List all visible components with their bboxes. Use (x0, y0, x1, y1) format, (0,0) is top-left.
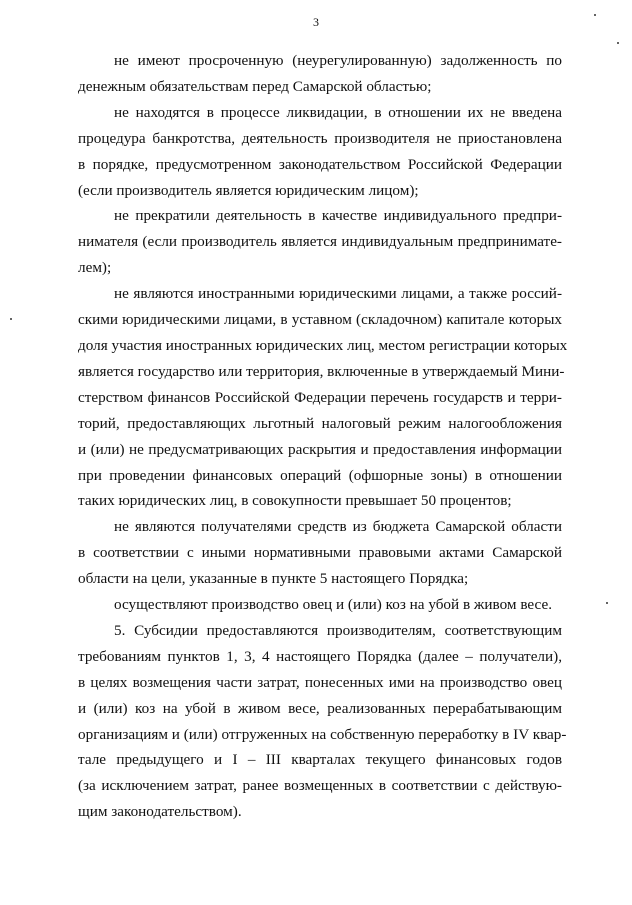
paragraph-line: в целях возмещения части затрат, понесенных ими на производство овец (78, 673, 562, 691)
paragraph-budget-recipients (78, 514, 562, 592)
paragraph-foreign-entities (78, 281, 568, 514)
scan-speck (10, 318, 12, 320)
paragraph-line: требованиям пунктов 1, 3, 4 настоящего Порядка (далее – получатели), (78, 647, 562, 665)
scan-speck (594, 14, 596, 16)
scan-speck (617, 42, 619, 44)
paragraph-line: области на цели, указанные в пункте 5 настоящего Порядка; (78, 570, 469, 588)
paragraph-line: нимателя (если производитель является индивидуальным предпринимате- (78, 233, 562, 251)
paragraph-production (78, 592, 562, 618)
paragraph-line: не являются получателями средств из бюджета Самарской области (114, 518, 562, 536)
paragraph-line: при проведении финансовых операций (офшорные зоны) в отношении (78, 466, 562, 484)
paragraph-entrepreneur-status (78, 203, 562, 281)
paragraph-line: в порядке, предусмотренном законодательством Российской Федерации (78, 155, 562, 173)
paragraph-line: 5. Субсидии предоставляются производителям, соответствующим (114, 621, 562, 639)
paragraph-line: не находятся в процессе ликвидации, в отношении их не введена (114, 103, 562, 121)
paragraph-line: в соответствии с иными нормативными правовыми актами Самарской (78, 544, 562, 562)
paragraph-line: организациям и (или) отгруженных на собственную переработку в IV квар- (78, 725, 567, 743)
scan-speck (606, 602, 608, 604)
paragraph-line: и (или) коз на убой в живом весе, реализованных перерабатывающим (78, 699, 562, 717)
paragraph-line: осуществляют производство овец и (или) коз на убой в живом весе. (114, 596, 552, 614)
paragraph-line: таких юридических лиц, в совокупности превышает 50 процентов; (78, 492, 512, 510)
paragraph-liquidation-status (78, 100, 562, 204)
paragraph-debt-status (78, 48, 562, 100)
paragraph-clause-5 (78, 618, 567, 825)
paragraph-line: денежным обязательствам перед Самарской областью; (78, 77, 432, 95)
paragraph-line: доля участия иностранных юридических лиц, местом регистрации которых (78, 336, 568, 354)
paragraph-line: не являются иностранными юридическими лицами, а также россий- (114, 285, 562, 303)
document-body (78, 48, 568, 825)
paragraph-line: лем); (78, 259, 112, 277)
paragraph-line: (если производитель является юридическим лицом); (78, 181, 419, 199)
paragraph-line: является государство или территория, включенные в утверждаемый Мини- (78, 362, 565, 380)
paragraph-line: (за исключением затрат, ранее возмещенных в соответствии с действую- (78, 777, 562, 795)
page-number: 3 (313, 15, 319, 29)
paragraph-line: не прекратили деятельность в качестве индивидуального предпри- (114, 207, 562, 225)
paragraph-line: и (или) не предусматривающих раскрытия и предоставления информации (78, 440, 562, 458)
paragraph-line: тале предыдущего и I – III кварталах текущего финансовых годов (78, 751, 562, 769)
paragraph-line: стерством финансов Российской Федерации перечень государств и терри- (78, 388, 562, 406)
paragraph-line: щим законодательством). (78, 803, 242, 821)
paragraph-line: процедура банкротства, деятельность производителя не приостановлена (78, 129, 562, 147)
paragraph-line: торий, предоставляющих льготный налоговый режим налогообложения (78, 414, 562, 432)
paragraph-line: не имеют просроченную (неурегулированную) задолженность по (114, 52, 562, 69)
paragraph-line: скими юридическими лицами, в уставном (складочном) капитале которых (78, 311, 562, 329)
